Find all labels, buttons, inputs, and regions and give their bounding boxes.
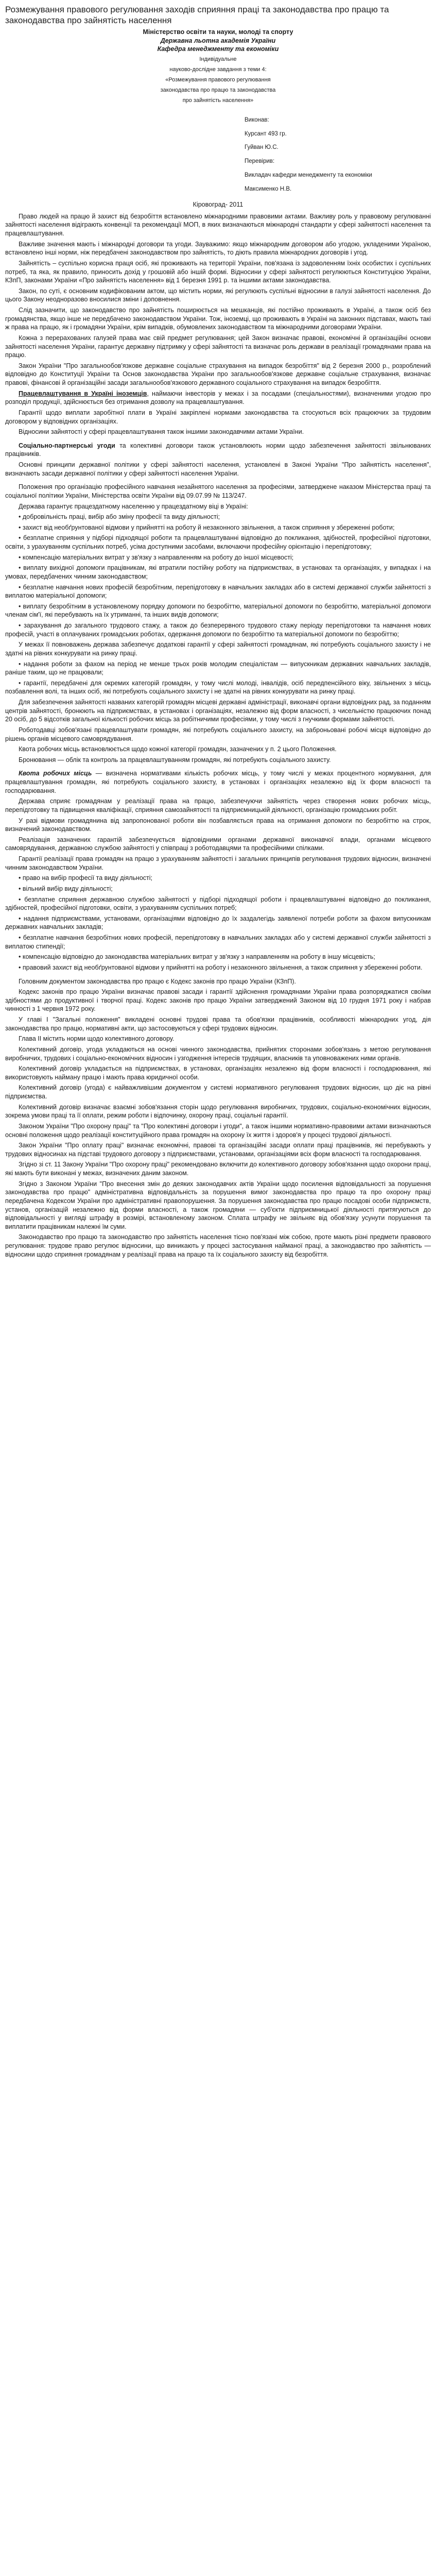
body-paragraph	[5, 745, 431, 754]
body-paragraph	[5, 953, 431, 961]
document-title: Розмежування правового регулювання заходів сприяння праці та законодавства про працю та законодавства про зайнятість населення	[5, 5, 389, 25]
paragraph-text: Для забезпечення зайнятості названих категорій громадян місцеві державні адміністрації, виконавчі органи відповідних рад, за поданням центрів зайнятості, бронюють на підприємствах, в установах і організаціях, незалежно від форм власності, з чисельністю працюючих понад 20 осіб, до 5 відсотків загальної кількості робочих місць за робітничими професіями, у тому числі з гнучкими формами зайнятості.	[5, 699, 431, 723]
paragraph-text: Роботодавці зобов'язані працевлаштувати громадян, які потребують соціального захисту, на заброньовані робочі місця відповідно до рішень органів місцевого самоврядування.	[5, 726, 431, 742]
title-page-header	[5, 28, 431, 105]
paragraph-text: Згідно з Законом України "Про внесення змін до деяких законодавчих актів України щодо посилення відповідальності за порушення законодавства про працю" адміністративна відповідальність за порушення вимог законодавства про працю та про охорону праці передбачена Кодексом України про адміністративні правопорушення. За порушення законодавства про працю посадові особи підприємств, установ, організацій незалежно від форми власності, а також громадяни — суб'єкти підприємницької діяльності притягуються до відповідальності у вигляді штрафу в розмірі, встановленому законом. Сплата штрафу не звільняє від обов'язку усунути порушення та виплатити працівникам належні їм суми.	[5, 1180, 431, 1230]
paragraph-text: Колективний договір (угода) є найважливішим документом у системі нормативного регулювання трудових відносин, що діє на рівні підприємства.	[5, 1084, 431, 1100]
paragraph-text: Гарантії реалізації права громадян на працю з урахуванням зайнятості і загальних принципів регулювання трудових відносин, визначені чинним законодавством України.	[5, 855, 431, 871]
paragraph-text: Законодавство про працю та законодавство про зайнятість населення тісно пов'язані між собою, проте мають різні предмети правового регулювання: трудове право регулює відносини, що виникають у процесі застосування найманої праці, а законодавство про зайнятість — відносини щодо сприяння громадянам у реалізації права на працю та їх соціального захисту від безробіття.	[5, 1233, 431, 1258]
paragraph-text: • гарантії, передбачені для окремих категорій громадян, у тому числі молоді, інвалідів, осіб передпенсійного віку, звільнених з місць позбавлення волі, та інших осіб, які потребують соціального захисту і не здатні на рівних конкурувати на ринку праці.	[5, 679, 431, 696]
paragraph-text: Положення про організацію професійного навчання незайнятого населення за професіями, затверджене наказом Міністерства праці та соціальної політики України, Міністерства освіти України від 09.07.99 № 113/247.	[5, 483, 431, 499]
body-paragraph	[5, 836, 431, 853]
paragraph-text: Держава гарантує працездатному населенню у працездатному віці в Україні:	[19, 502, 248, 510]
ministry-name: Міністерство освіти та науки, молоді та спорту	[143, 28, 293, 36]
body-paragraph	[5, 1233, 431, 1259]
body-paragraph	[5, 389, 431, 406]
body-paragraph	[5, 483, 431, 500]
body-paragraph	[5, 1035, 431, 1043]
emphasis-text: Квота робочих місць	[19, 770, 92, 777]
paragraph-text: Слід зазначити, що законодавство про зайнятість поширюється на мешканців, які постійно проживають в Україні, а також осіб без громадянства, якщо інше не передбачено законодавством України. Тож, іноземці, що проживають в Україні на законних підставах, мають такі ж права на працю, як і громадяни України, крім випадків, обумовлених законодавством та міжнародними договорами України.	[5, 307, 431, 331]
body-paragraph	[5, 817, 431, 834]
paragraph-text: • надання роботи за фахом на період не менше трьох років молодим спеціалістам — випускникам державних навчальних закладів, раніше таким, що не працювали;	[5, 660, 431, 676]
student-name: Гуйван Ю.С.	[245, 144, 278, 151]
body-paragraph	[5, 934, 431, 951]
body-paragraph	[5, 240, 431, 257]
paragraph-text: Право людей на працю й захист від безробіття встановлено міжнародними правовими актами. Важливу роль у правовому регулюванні зайнятості населення відіграють конвенції та рекомендації МОП, в яких визначаються міжнародні стандарти у сфері зайнятості населення та працевлаштування.	[5, 212, 431, 238]
performed-label: Виконав:	[245, 116, 269, 123]
paragraph-text: Закон, по суті, є основним кодифікованим актом, що містить норми, які регулюють суспільні відносини в галузі зайнятості населення. До цього Закону неодноразово вносилися зміни і доповнення.	[5, 287, 431, 303]
paragraph-text: • безплатне сприяння державною службою зайнятості у підборі підходящої роботи і працевлаштуванні відповідно до покликання, здібностей, професійної підготовки, освіти, з урахуванням суспільних потреб;	[5, 895, 431, 912]
topic-line-3: про зайнятість населення»	[182, 97, 254, 104]
paragraph-text: • виплату безробітним в установленому порядку допомоги по безробіттю, матеріальної допомоги по безробіттю, матеріальної допомоги членам сім'ї, які перебувають на їх утриманні, та інших видів допомоги;	[5, 602, 431, 619]
body-paragraph	[5, 1103, 431, 1120]
paragraph-text: • надання підприємствами, установами, організаціями відповідно до їх заздалегідь заявленої потреби роботи за фахом випускникам державних навчальних закладів;	[5, 914, 431, 931]
topic-line-2: законодавства про працю та законодавства	[160, 87, 276, 93]
body-paragraph	[5, 698, 431, 724]
body-paragraph	[5, 1015, 431, 1032]
body-paragraph	[5, 988, 431, 1013]
department-name: Кафедра менеджменту та економіки	[157, 45, 279, 53]
body-paragraph	[5, 756, 431, 765]
body-paragraph	[5, 583, 431, 600]
body-paragraph	[5, 885, 431, 893]
body-paragraph	[5, 1141, 431, 1158]
body-paragraph	[5, 769, 431, 795]
paragraph-text: Головним документом законодавства про працю є Кодекс законів про працю України (КЗпП).	[19, 977, 296, 985]
paragraph-text: Відносини зайнятості у сфері працевлаштування також іншими законодавчими актами України.	[19, 428, 304, 436]
body-paragraph	[5, 895, 431, 912]
task-line: науково-дослідне завдання з теми 4:	[169, 66, 267, 73]
paragraph-text: та колективні договори також установлюють норми щодо забезпечення зайнятості звільнюваних працівників.	[5, 442, 431, 458]
body-paragraph	[5, 874, 431, 883]
body-paragraph	[5, 1160, 431, 1177]
teacher-role: Викладач кафедри менеджменту та економіки	[245, 172, 372, 179]
paragraph-text: • компенсацію матеріальних витрат у зв'язку з направленням на роботу до іншої місцевості;	[19, 553, 294, 561]
checked-label: Перевірив:	[245, 158, 275, 165]
body-paragraph	[5, 1083, 431, 1100]
work-type: Індивідуальне	[199, 56, 237, 62]
body-paragraph	[5, 797, 431, 814]
body-paragraph	[5, 442, 431, 459]
paragraph-text: Згідно зі ст. 11 Закону України "Про охорону праці" рекомендовано включити до колективного договору зобов'язання щодо охорони праці, які мають бути виконані у межах, визначених даним законом.	[5, 1161, 431, 1177]
paragraph-text: • зарахування до загального трудового стажу, а також до безперервного трудового стажу періоду перепідготовки та навчання нових професій, участі в оплачуваних громадських роботах, одержання допомоги по безробіттю та матеріальної допомоги по безробіттю;	[5, 622, 431, 638]
paragraph-text: Бронювання — облік та контроль за працевлаштуванням громадян, які потребують соціального захисту.	[19, 756, 331, 764]
body-paragraph	[5, 1045, 431, 1062]
body-paragraph	[5, 409, 431, 426]
body-paragraph	[5, 259, 431, 285]
teacher-name: Максименко Н.В.	[245, 186, 292, 193]
paragraph-text: • виплату вихідної допомоги працівникам, які втратили постійну роботу на підприємствах, в установах та організаціях, у випадках і на умовах, передбачених чинним законодавством;	[5, 564, 431, 580]
body-paragraph	[5, 1180, 431, 1231]
paragraph-text: Гарантії щодо виплати заробітної плати в Україні закріплені нормами законодавства та стосуються всіх працюючих за трудовим договором у відповідних організаціях.	[5, 409, 431, 425]
body-paragraph	[5, 602, 431, 619]
body-paragraph	[5, 660, 431, 677]
body-paragraph	[5, 306, 431, 332]
paragraph-text: • безплатне навчання нових професій безробітним, перепідготовку в навчальних закладах або в системі державної служби зайнятості з виплатою матеріальної допомоги;	[5, 583, 431, 600]
body-paragraph	[5, 461, 431, 478]
paragraph-text: Колективний договір укладається на підприємствах, в установах, організаціях незалежно від форм власності і господарювання, які використовують найману працю і мають права юридичної особи.	[5, 1065, 431, 1081]
paragraph-text: Закон України "Про загальнообов'язкове державне соціальне страхування на випадок безробіття" від 2 березня 2000 р., розроблений відповідно до Конституції України та Основ законодавства України про загальнообов'язкове державне соціальне страхування, визначає правові, фінансові й організаційні засади загальнообов'язкового державного соціального страхування на випадок безробіття.	[5, 362, 431, 387]
paragraph-text: Основні принципи державної політики у сфері зайнятості населення, установлені в Законі України "Про зайнятість населення", визначають засади державної політики у сфері зайнятості населення України.	[5, 461, 431, 477]
body-paragraph	[5, 621, 431, 638]
body-paragraph	[5, 534, 431, 551]
paragraph-text: • безплатне навчання безробітних нових професій, перепідготовку в навчальних закладах або у системі державної служби зайнятості з виплатою стипендії;	[5, 934, 431, 950]
paragraph-text: Зайнятість – суспільно корисна праця осіб, які проживають на території України, пов'язана із задоволенням їхніх особистих і суспільних потреб, та яка, як правило, приносить дохід у грошовій або іншій формі. Відносини у сфері зайнятості регулюються Конституцією України, КЗпП, законами України «Про зайнятість населення» від 1 березня 1991 р. та іншими актами законодавства.	[5, 259, 431, 284]
body-paragraph	[5, 428, 431, 436]
paragraph-text: • добровільність праці, вибір або зміну професії та виду діяльності;	[19, 513, 220, 521]
paragraph-text: У главі І "Загальні положення" викладені основні трудові права та обов'язки працівників, особливості міжнародних угод, дія законодавства про працю, нормативні акти, що застосовуються у сфері трудових відносин.	[5, 1016, 431, 1032]
paragraph-text: Глава II містить норми щодо колективного договору.	[19, 1035, 175, 1043]
student-course: Курсант 493 гр.	[245, 130, 287, 137]
paragraph-text: Колективний договір визначає взаємні зобов'язання сторін щодо регулювання виробничих, трудових, соціально-економічних відносин, зокрема умови праці та її оплати, режим роботи і відпочинку, охорону праці, соціальні гарантії.	[5, 1103, 431, 1120]
signature-block	[245, 116, 431, 194]
body-paragraph	[5, 1122, 431, 1139]
body-paragraph	[5, 553, 431, 562]
body-paragraph	[5, 726, 431, 743]
paragraph-text: Законом України "Про охорону праці" та "Про колективні договори і угоди", а також іншими нормативно-правовими актами визначаються основні положення щодо реалізації конституційного права громадян на охорону їх життя і здоров'я у процесі трудової діяльності.	[5, 1122, 431, 1139]
paragraph-text: У межах її повноважень держава забезпечує додаткові гарантії у сфері зайнятості громадянам, які потребують соціального захисту і не здатні на рівних конкурувати на ринку праці.	[5, 641, 431, 657]
body-paragraph	[5, 362, 431, 387]
paragraph-text: Держава сприяє громадянам у реалізації права на працю, забезпечуючи зайнятість через створення нових робочих місць, перепідготовку та підвищення кваліфікації, сприяння самозайнятості та підприємницькій діяльності, організацію громадських робіт.	[5, 798, 431, 814]
paragraph-text: У разі відмови громадянина від запропонованої роботи він позбавляється права на отримання допомоги по безробіттю на строк, визначений законодавством.	[5, 817, 431, 833]
paragraph-text: • право на вибір професії та виду діяльності;	[19, 874, 153, 882]
paragraph-text: Квота робочих місць встановлюється щодо кожної категорії громадян, зазначених у п. 2 цього Положення.	[19, 745, 337, 753]
body-paragraph	[5, 963, 431, 972]
paragraph-text: Важливе значення мають і міжнародні договори та угоди. Зауважимо: якщо міжнародним договором або угодою, укладеними Україною, встановлено інші норми, ніж передбачені законодавством про зайнятість, то діють правила міжнародних договорів і угод.	[5, 240, 431, 257]
emphasis-text: Соціально-партнерські угоди	[19, 442, 115, 449]
academy-name: Державна льотна академія України	[160, 37, 276, 44]
paragraph-text: Кожна з перерахованих галузей права має свій предмет регулювання; цей Закон визначає правові, економічні й організаційні основи зайнятості населення України, гарантує державну підтримку у сфері зайнятості та визначає роль держави в реалізації громадянами права на працю.	[5, 334, 431, 359]
emphasis-text: Працевлаштування в Україні іноземців	[19, 389, 147, 397]
body-paragraph	[5, 1064, 431, 1081]
paragraph-text: Реалізація зазначених гарантій забезпечується відповідними органами державної виконавчої влади, органами місцевого самоврядування, державною службою зайнятості у співпраці з роботодавцями та професійними спілками.	[5, 836, 431, 852]
body-paragraph	[5, 287, 431, 304]
body-paragraph	[5, 855, 431, 872]
city-year: Кіровоград- 2011	[193, 201, 243, 209]
paragraph-text: • правовий захист від необґрунтованої відмови у прийнятті на роботу і незаконного звільнення, а також сприяння у збереженні роботи.	[19, 963, 423, 971]
body-paragraph	[5, 914, 431, 931]
body-paragraph	[5, 640, 431, 657]
body-paragraph	[5, 513, 431, 521]
paragraph-text: Закон України "Про оплату праці" визначає економічні, правові та організаційні засади оплати праці працівників, які перебувають у трудових відносинах на підставі трудового договору з підприємствами, установами, організаціями всіх форм власності та господарювання.	[5, 1142, 431, 1158]
topic-line-1: «Розмежування правового регулювання	[165, 76, 271, 83]
paragraph-text: Кодекс законів про працю України визначає правові засади і гарантії здійснення громадянами України права розпоряджатися своїми здібностями до продуктивної і творчої праці. Кодекс законів про працю України затверджений Законом від 10 грудня 1971 року і набрав чинності з 1 червня 1972 року.	[5, 988, 431, 1013]
paragraph-text: • захист від необґрунтованої відмови у прийнятті на роботу й незаконного звільнення, а також сприяння у збереженні роботи;	[19, 523, 395, 531]
body-paragraph	[5, 564, 431, 581]
body-paragraph	[5, 502, 431, 511]
paragraph-text: • компенсацію відповідно до законодавства матеріальних витрат у зв'язку з направленням на роботу в іншу місцевість;	[19, 953, 375, 961]
paragraph-text: Колективний договір, угода укладаються на основі чинного законодавства, прийнятих сторонами зобов'язань з метою регулювання виробничих, трудових і соціально-економічних відносин і узгодження інтересів трудящих, власників та уповноважених ними органів.	[5, 1045, 431, 1062]
body-paragraph	[5, 523, 431, 532]
paragraph-text: — визначена нормативами кількість робочих місць, у тому числі у межах процентного нормування, для працевлаштування громадян, які потребують соціального захисту, в установах і організаціях незалежно від їх форм власності та господарювання.	[5, 770, 431, 794]
body-paragraph	[5, 212, 431, 238]
body-paragraph	[5, 334, 431, 360]
body-paragraph	[5, 679, 431, 696]
paragraph-text: • вільний вибір виду діяльності;	[19, 885, 113, 892]
paragraph-text: • безплатне сприяння у підборі підходящої роботи та працевлаштуванні відповідно до покликання, здібностей, професійної підготовки, освіти, з урахуванням суспільних потреб, усіма доступними засобами, включаючи професійну орієнтацію і перепідготовку;	[5, 534, 431, 551]
body-paragraph	[5, 977, 431, 986]
document-body	[5, 212, 431, 1259]
paragraph-text: , наймаючи інвесторів у межах і за посадами (спеціальностями), визначеними угодою про розподіл продукції, здійснюється без отримання дозволу на працевлаштування.	[5, 389, 431, 406]
